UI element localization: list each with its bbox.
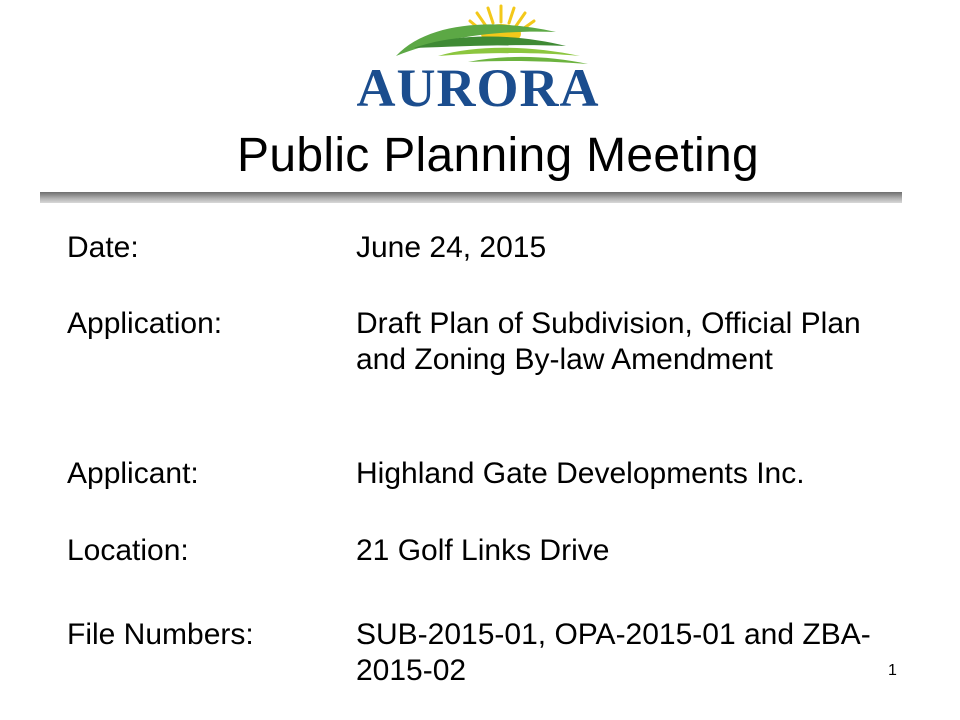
page-title: Public Planning Meeting [237,129,759,182]
field-label: Application: [67,307,223,340]
field-value: June 24, 2015 [356,231,547,264]
field-value: Highland Gate Developments Inc. [356,457,805,490]
aurora-logo-text: AURORA [356,58,600,114]
field-label: Date: [67,231,139,264]
title-divider [40,192,902,203]
page-number: 1 [888,662,897,679]
field-value: 21 Golf Links Drive [356,534,610,567]
field-value: Draft Plan of Subdivision, Official Plan and Zoning By-law Amendment [356,307,861,376]
aurora-logo-graphic [318,2,638,114]
aurora-logo [318,2,638,114]
field-label: Applicant: [67,457,199,490]
field-value: SUB-2015-01, OPA-2015-01 and ZBA-2015-02 [356,618,871,687]
field-label: File Numbers: [67,618,254,651]
field-label: Location: [67,534,189,567]
